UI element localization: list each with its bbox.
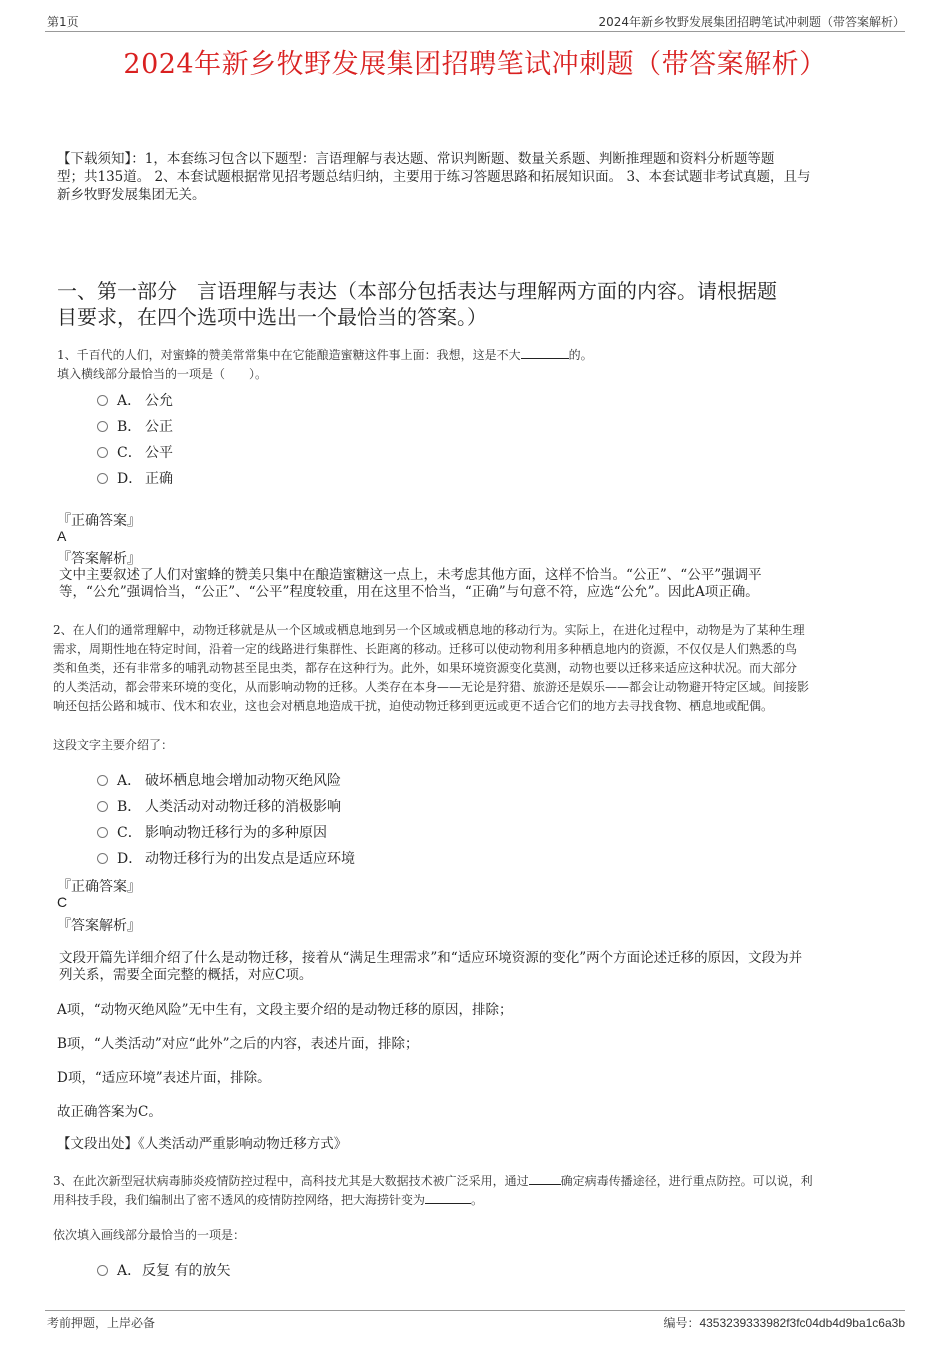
q1-option-b[interactable]: [97, 416, 173, 436]
option-text: 公允: [145, 393, 173, 409]
question-2-prompt: 这段文字主要介绍了：: [53, 738, 174, 752]
passage-line: 需求，周期性地在特定时间，沿着一定的线路进行集群性、长距离的移动。迁移可以使动物利用多种栖息地内的资源，不仅仅是人们熟悉的鸟: [53, 642, 798, 656]
correct-answer-label: 『正确答案』: [57, 879, 141, 895]
analysis-line: 等，“公允”强调恰当，“公正”、“公平”程度较重，用在这里不恰当，“正确”与句意不符，应选“公允”。因此A项正确。: [59, 584, 759, 600]
q2-correct-answer: C: [57, 894, 68, 910]
option-text: 动物迁移行为的出发点是适应环境: [145, 851, 355, 867]
option-text: 人类活动对动物迁移的消极影响: [145, 799, 341, 815]
option-text: 公平: [145, 445, 173, 461]
q1-option-c[interactable]: [97, 442, 173, 462]
radio-icon[interactable]: [97, 853, 108, 864]
q2-analysis-b: B项，“人类活动”对应“此外”之后的内容，表述片面，排除；: [57, 1036, 419, 1052]
option-letter: C．: [117, 445, 142, 461]
option-letter: D．: [117, 851, 143, 867]
answer-blank: [529, 1172, 561, 1185]
question-1-stem: [57, 346, 902, 384]
footer-code-label: 编号：: [663, 1316, 700, 1330]
radio-icon[interactable]: [97, 395, 108, 406]
option-letter: B．: [117, 799, 142, 815]
section-heading: [57, 278, 902, 330]
radio-icon[interactable]: [97, 421, 108, 432]
section-heading-line: 一、第一部分 言语理解与表达（本部分包括表达与理解两方面的内容。请根据题: [57, 279, 777, 303]
question-3-text: 确定病毒传播途径，进行重点防控。可以说，利: [560, 1174, 813, 1188]
document-title: 2024年新乡牧野发展集团招聘笔试冲刺题（带答案解析）: [123, 49, 827, 80]
option-text: 公正: [145, 419, 173, 435]
option-letter: A．: [117, 1263, 142, 1279]
q2-analysis-conclusion: 故正确答案为C。: [57, 1104, 162, 1120]
footer-divider: [45, 1310, 905, 1311]
analysis-label: 『答案解析』: [57, 918, 141, 934]
answer-blank: [425, 1191, 471, 1204]
question-1-text: 1、千百代的人们，对蜜蜂的赞美常常集中在它能酿造蜜糖这件事上面：我想，这是不大: [57, 348, 521, 362]
q2-analysis-a: A项，“动物灭绝风险”无中生有，文段主要介绍的是动物迁移的原因，排除；: [57, 1002, 513, 1018]
question-2-passage: [53, 621, 903, 716]
q2-option-b[interactable]: [97, 796, 341, 816]
q2-option-a[interactable]: [97, 770, 341, 790]
option-text: 反复 有的放矢: [142, 1263, 231, 1279]
notice-line: 【下载须知】：1，本套练习包含以下题型：言语理解与表达题、常识判断题、数量关系题、判断推理题和资料分析题等题: [57, 151, 775, 167]
q2-analysis-d: D项，“适应环境”表述片面，排除。: [57, 1070, 271, 1086]
q1-option-a[interactable]: [97, 390, 173, 410]
radio-icon[interactable]: [97, 447, 108, 458]
download-notice: [57, 150, 902, 204]
question-3-text: 用科技手段，我们编制出了密不透风的疫情防控网络，把大海捞针变为: [53, 1193, 426, 1207]
passage-line: 的人类活动，都会带来环境的变化，从而影响动物的迁移。人类存在本身——无论是狩猎、旅游还是娱乐——都会让动物避开特定区域。间接影: [53, 680, 810, 694]
option-letter: A．: [117, 393, 142, 409]
option-text: 影响动物迁移行为的多种原因: [145, 825, 327, 841]
analysis-line: 文段开篇先详细介绍了什么是动物迁移，接着从“满足生理需求”和“适应环境资源的变化”两个方面论述迁移的原因，文段为并: [59, 950, 803, 966]
q1-analysis: [59, 567, 904, 601]
footer-code: [663, 1314, 905, 1331]
notice-line: 型；共135道。 2、本套试题根据常见招考题总结归纳，主要用于练习答题思路和拓展知识面。 3、本套试题非考试真题，且与: [57, 169, 811, 185]
analysis-line: 文中主要叙述了人们对蜜蜂的赞美只集中在酿造蜜糖这一点上，未考虑其他方面，这样不恰当。“公正”、“公平”强调平: [59, 567, 762, 583]
passage-line: 响还包括公路和城市、伐木和农业，这也会对栖息地造成干扰，迫使动物迁移到更远或更不适合它们的地方去寻找食物、栖息地或配偶。: [53, 699, 774, 713]
option-letter: D．: [117, 471, 143, 487]
q2-option-d[interactable]: [97, 848, 355, 868]
question-3-text: 3、在此次新型冠状病毒肺炎疫情防控过程中，高科技尤其是大数据技术被广泛采用，通过: [53, 1174, 529, 1188]
correct-answer-label: 『正确答案』: [57, 513, 141, 529]
analysis-label: 『答案解析』: [57, 551, 141, 567]
footer-slogan: 考前押题，上岸必备: [47, 1316, 156, 1330]
answer-blank: [521, 346, 569, 359]
section-heading-line: 目要求，在四个选项中选出一个最恰当的答案。）: [57, 305, 487, 329]
analysis-line: 列关系，需要全面完整的概括，对应C项。: [59, 967, 313, 983]
option-letter: B．: [117, 419, 142, 435]
q2-option-c[interactable]: [97, 822, 327, 842]
notice-line: 新乡牧野发展集团无关。: [57, 187, 206, 203]
q1-correct-answer: A: [57, 528, 67, 544]
q3-option-a[interactable]: [97, 1260, 230, 1280]
footer-code-value: 4353239333982f3fc04db4d9ba1c6a3b: [699, 1316, 905, 1330]
radio-icon[interactable]: [97, 775, 108, 786]
page-number: 第1页: [47, 15, 79, 29]
header-doc-title: 2024年新乡牧野发展集团招聘笔试冲刺题（带答案解析）: [598, 15, 905, 29]
option-text: 破坏栖息地会增加动物灭绝风险: [145, 773, 341, 789]
radio-icon[interactable]: [97, 473, 108, 484]
q2-analysis-summary: [59, 950, 904, 984]
passage-line: 类和鱼类，还有非常多的哺乳动物甚至昆虫类，都存在这种行为。此外，如果环境资源变化莫测，动物也要以迁移来适应这种状况。而大部分: [53, 661, 798, 675]
question-1-prompt: 填入横线部分最恰当的一项是（ ）。: [57, 367, 268, 381]
header-divider: [45, 31, 905, 32]
radio-icon[interactable]: [97, 1265, 108, 1276]
question-3-stem: [53, 1172, 903, 1210]
question-3-text: 。: [471, 1193, 484, 1207]
radio-icon[interactable]: [97, 827, 108, 838]
option-letter: C．: [117, 825, 142, 841]
q1-option-d[interactable]: [97, 468, 173, 488]
option-text: 正确: [145, 471, 173, 487]
radio-icon[interactable]: [97, 801, 108, 812]
option-letter: A．: [117, 773, 142, 789]
question-1-text-end: 的。: [568, 348, 593, 362]
question-3-prompt: 依次填入画线部分最恰当的一项是：: [53, 1228, 246, 1242]
passage-line: 2、在人们的通常理解中，动物迁移就是从一个区域或栖息地到另一个区域或栖息地的移动行为。实际上，在进化过程中，动物是为了某种生理: [53, 623, 805, 637]
q2-source: 【文段出处】《人类活动严重影响动物迁移方式》: [57, 1136, 348, 1152]
